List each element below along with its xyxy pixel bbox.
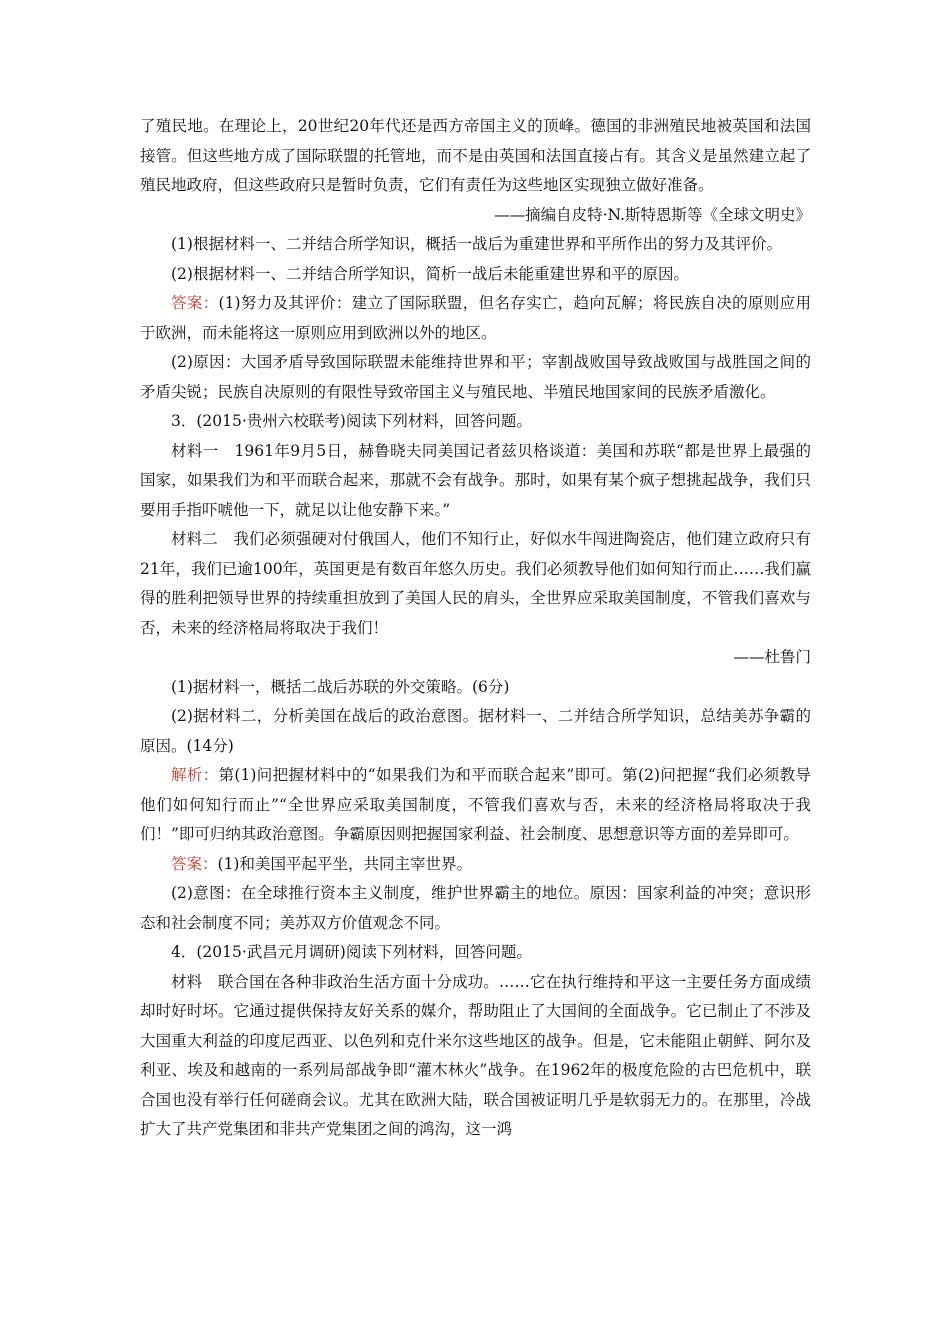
source-citation-truman: ——杜鲁门 bbox=[733, 648, 811, 666]
analysis-3 bbox=[140, 761, 811, 850]
analysis-label: 解析： bbox=[171, 766, 219, 784]
answer-text: (1)和美国平起平坐，共同主宰世界。 bbox=[217, 854, 472, 873]
source-citation: ——摘编自皮特·N.斯特恩斯等《全球文明史》 bbox=[494, 205, 811, 224]
question-2-2: (2)根据材料一、二并结合所学知识，简析一战后未能重建世界和平的原因。 bbox=[171, 264, 689, 283]
question-3-1: (1)据材料一，概括二战后苏联的外交策略。(6分) bbox=[171, 677, 510, 696]
question-2-1: (1)根据材料一、二并结合所学知识，概括一战后为重建世界和平所作出的努力及其评价。 bbox=[171, 235, 782, 253]
analysis-text: 第(1)问把握材料中的“如果我们为和平而联合起来”即可。第(2)问把握“我们必须教导他们如何知行而止”“全世界应采取美国制度，不管我们喜欢与否，未来的经济格局将取决于我们！”即可归纳其政治意图。争霸原因则把握国家利益、社会制度、思想意识等方面的差异即可。 bbox=[140, 766, 811, 843]
material-one: 材料一 1961年9月5日，赫鲁晓夫同美国记者兹贝格谈道：美国和苏联“都是世界上最强的国家，如果我们为和平而联合起来，那就不会有战争。那时，如果有某个疯子想挑起战争，我们只要用手指吓唬他一下，就足以让他安静下来。” bbox=[140, 441, 811, 519]
answer-label: 答案： bbox=[171, 854, 218, 873]
material-4: 材料 联合国在各种非政治生活方面十分成功。……它在执行维持和平这一主要任务方面成绩却时好时坏。它通过提供保持友好关系的媒介，帮助阻止了大国间的全面战争。它已制止了不涉及大国重大利益的印度尼西亚、以色列和克什米尔这些地区的战争。但是，它未能阻止朝鲜、阿尔及利亚、埃及和越南的一系列局部战争即“灌木林火”战争。在1962年的极度危险的古巴危机中，联合国也没有举行任何磋商会议。尤其在欧洲大陆，联合国被证明几乎是软弱无力的。在那里，冷战扩大了共产党集团和非共产党集团之间的鸿沟，这一鸿 bbox=[140, 972, 811, 1138]
answer-2-1 bbox=[140, 289, 811, 348]
material-two: 材料二 我们必须强硬对付俄国人，他们不知行止，好似水牛闯进陶瓷店，他们建立政府只有21年，我们已逾100年，英国更是有数百年悠久历史。我们必须教导他们如何知行而止……我们赢得的胜利把领导世界的持续重担放到了美国人民的肩头，全世界应采取美国制度，不管我们喜欢与否，未来的经济格局将取决于我们！ bbox=[140, 530, 811, 637]
material-continuation: 了殖民地。在理论上，20世纪20年代还是西方帝国主义的顶峰。德国的非洲殖民地被英国和法国接管。但这些地方成了国际联盟的托管地，而不是由英国和法国直接占有。其含义是虽然建立起了殖民地政府，但这些政府只是暂时负责，它们有责任为这些地区实现独立做好准备。 bbox=[140, 117, 811, 194]
answer-3-1 bbox=[140, 850, 811, 880]
question-4-heading: 4．(2015·武昌元月调研)阅读下列材料，回答问题。 bbox=[171, 943, 532, 961]
document-page bbox=[140, 112, 811, 1145]
question-3-heading: 3．(2015·贵州六校联考)阅读下列材料，回答问题。 bbox=[171, 412, 532, 430]
answer-text: (1)努力及其评价：建立了国际联盟，但名存实亡，趋向瓦解；将民族自决的原则应用于欧洲，而未能将这一原则应用到欧洲以外的地区。 bbox=[140, 294, 811, 342]
answer-label: 答案： bbox=[171, 294, 219, 312]
answer-3-2: (2)意图：在全球推行资本主义制度，维护世界霸主的地位。原因：国家利益的冲突；意识形态和社会制度不同；美苏双方价值观念不同。 bbox=[140, 884, 811, 932]
question-3-2: (2)据材料二，分析美国在战后的政治意图。据材料一、二并结合所学知识，总结美苏争霸的原因。(14分) bbox=[140, 707, 811, 755]
answer-2-2: (2)原因：大国矛盾导致国际联盟未能维持世界和平；宰割战败国导致战败国与战胜国之间的矛盾尖锐；民族自决原则的有限性导致帝国主义与殖民地、半殖民地国家间的民族矛盾激化。 bbox=[140, 353, 811, 401]
